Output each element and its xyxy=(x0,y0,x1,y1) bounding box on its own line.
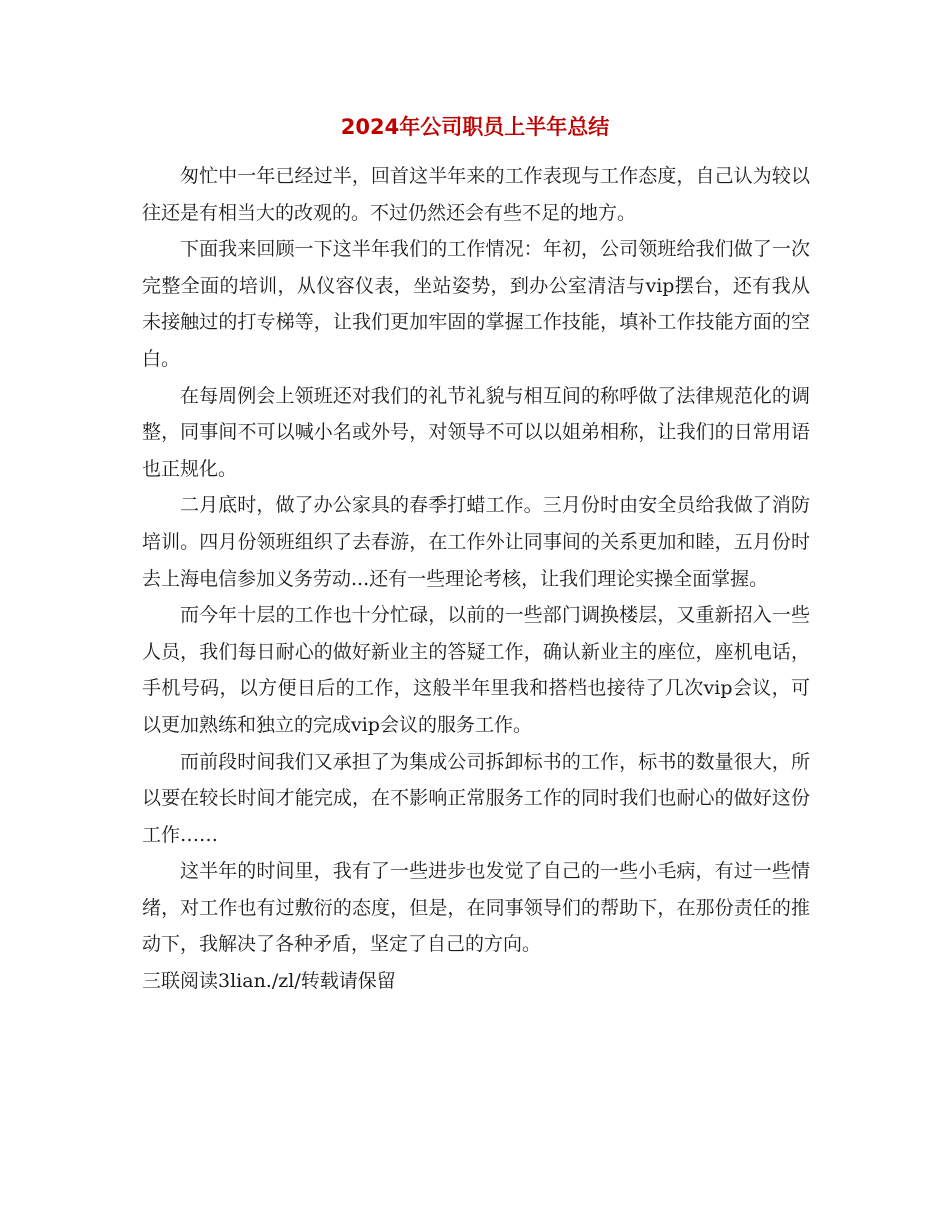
paragraph: 在每周例会上领班还对我们的礼节礼貌与相互间的称呼做了法律规范化的调整，同事间不可以喊小名或外号，对领导不可以以姐弟相称，让我们的日常用语也正规化。 xyxy=(142,384,810,480)
paragraph: 二月底时，做了办公家具的春季打蜡工作。三月份时由安全员给我做了消防培训。四月份领班组织了去春游，在工作外让同事间的关系更加和睦，五月份时去上海电信参加义务劳动...还有一些理论考核，让我们理论实操全面掌握。 xyxy=(142,494,810,590)
document-body xyxy=(142,158,810,1000)
source-note: 三联阅读3lian./zl/转载请保留 xyxy=(142,970,396,993)
paragraph: 下面我来回顾一下这半年我们的工作情况：年初，公司领班给我们做了一次完整全面的培训，从仪容仪表，坐站姿势，到办公室清洁与vip摆台，还有我从未接触过的打专梯等，让我们更加牢固的掌握工作技能，填补工作技能方面的空白。 xyxy=(142,238,810,370)
paragraph: 而前段时间我们又承担了为集成公司拆卸标书的工作，标书的数量很大，所以要在较长时间才能完成，在不影响正常服务工作的同时我们也耐心的做好这份工作…… xyxy=(142,750,810,846)
paragraph: 而今年十层的工作也十分忙碌，以前的一些部门调换楼层，又重新招入一些人员，我们每日耐心的做好新业主的答疑工作，确认新业主的座位，座机电话，手机号码，以方便日后的工作，这般半年里我和搭档也接待了几次vip会议，可以更加熟练和独立的完成vip会议的服务工作。 xyxy=(142,604,810,736)
paragraph: 这半年的时间里，我有了一些进步也发觉了自己的一些小毛病，有过一些情绪，对工作也有过敷衍的态度，但是，在同事领导们的帮助下，在那份责任的推动下，我解决了各种矛盾，坚定了自己的方向。 xyxy=(142,860,810,956)
paragraph: 匆忙中一年已经过半，回首这半年来的工作表现与工作态度，自己认为较以往还是有相当大的改观的。不过仍然还会有些不足的地方。 xyxy=(142,165,810,224)
document-title: 2024年公司职员上半年总结 xyxy=(340,115,610,139)
